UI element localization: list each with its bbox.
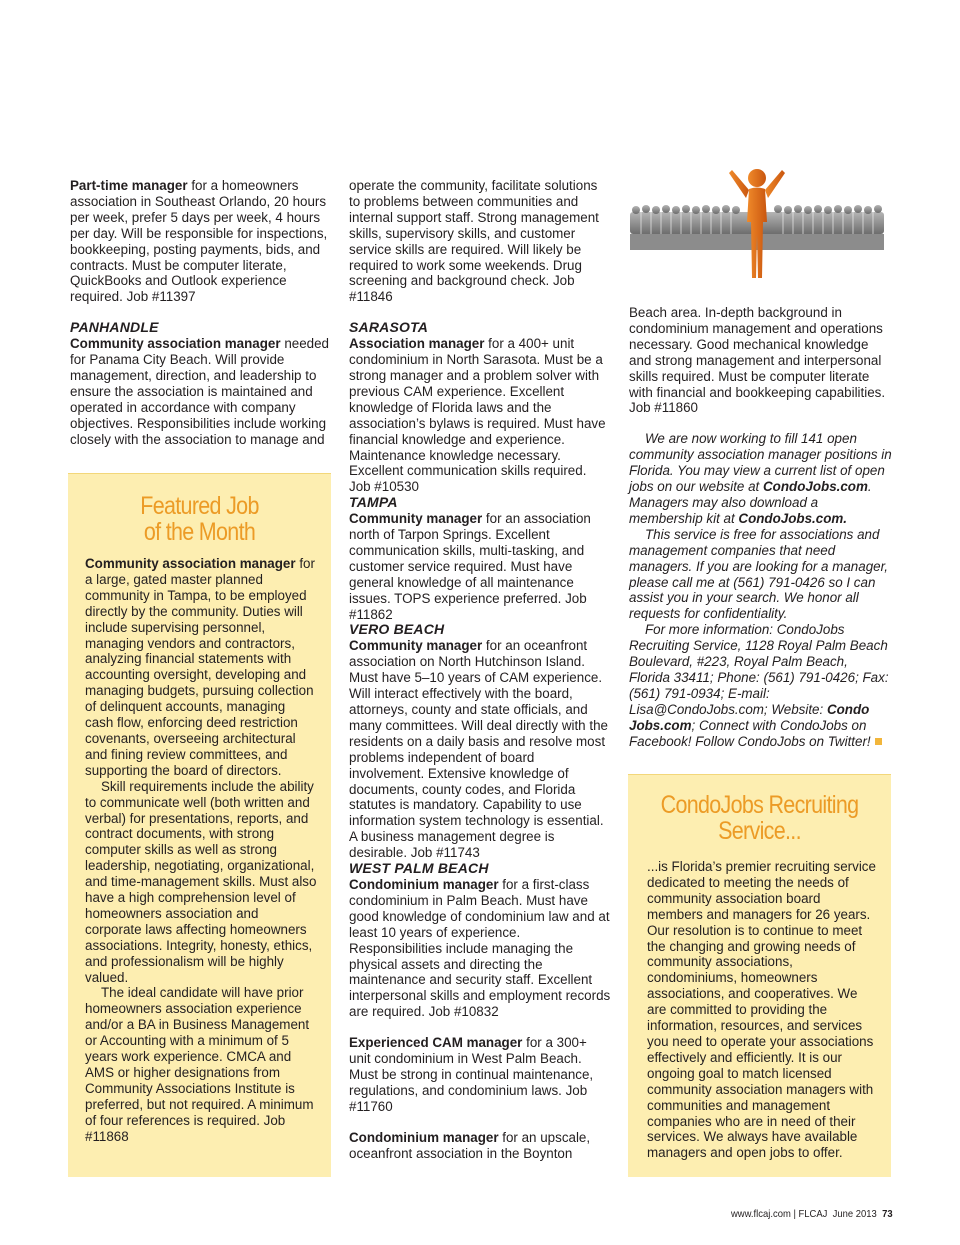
listing-title: Community manager bbox=[349, 511, 483, 527]
region-heading-tampa: TAMPA bbox=[349, 494, 398, 511]
listing-title: Community association manager bbox=[85, 556, 296, 571]
footer-magazine: FLCAJ bbox=[798, 1208, 828, 1220]
crowd-illustration bbox=[628, 160, 890, 288]
footer-separator: | bbox=[791, 1208, 799, 1220]
listing-panhandle bbox=[70, 336, 332, 447]
website-link[interactable]: Condo Jobs.com bbox=[629, 701, 870, 733]
listing-text: for an association north of Tarpon Springs. Excellent communication skills, multi-tasking, and customer service required. Must have general knowledge of all maintenance issues. TOPS experience preferred. Job #11862 bbox=[349, 511, 591, 622]
page-footer bbox=[731, 1208, 893, 1220]
listing-text: for an oceanfront association on North Hutchinson Island. Must have 5–10 years of CAM experience. Will interact effectively with the board, attorneys, county and state officials, and many committees. Will deal directly with the residents on a daily basis and resolve most problems independent of board involvement. Extensive knowledge of documents, county codes, and Florida statutes is mandatory. Capability to use information system technology is essential. A business management degree is desirable. Job #11743 bbox=[349, 638, 608, 861]
listing-text: for a 300+ unit condominium in West Palm Beach. Must be strong in continual maintenance, regulations, and condominium laws. Job #11760 bbox=[349, 1035, 594, 1114]
listing-boynton bbox=[349, 1130, 611, 1162]
featured-paragraph: The ideal candidate will have prior homeowners association experience and/or a BA in Business Management or Accounting with a minimum of 5 years work experience. CMCA and AMS or higher designations from Community Associations Institute is preferred, but not required. A minimum of four references is required. Job #11868 bbox=[85, 985, 314, 1144]
featured-job-box bbox=[68, 473, 331, 1177]
listing-continued: Beach area. In-depth background in condominium management and operations necessary. Good mechanical knowledge and strong management and interpersonal skills required. Must be computer literate with financial and bookkeeping capabilities. Job #11860 bbox=[629, 305, 886, 416]
listing-vero-beach bbox=[349, 638, 611, 861]
column-3 bbox=[629, 305, 892, 749]
listing-tampa bbox=[349, 511, 611, 622]
recruiting-box bbox=[628, 774, 891, 1177]
note-text: ; Connect with CondoJobs on Facebook! Follow CondoJobs on Twitter! bbox=[629, 717, 871, 749]
listing-title: Part-time manager bbox=[70, 178, 188, 193]
title-line: of the Month bbox=[143, 518, 256, 546]
title-line: CondoJobs Recruiting bbox=[660, 791, 859, 819]
listing-text: for a large, gated master planned community in Tampa, to be employed directly by the community. Duties will include supervising personnel, managing vendors and contractors, analyzing financial statements with accounting oversight, developing and managing budgets, pursuing collection of delinquent accounts, managing cash flow, enforcing deed restriction covenants, overseeing architectural and fining review committees, and supporting the board of directors. bbox=[85, 556, 315, 778]
featured-job-body bbox=[85, 556, 317, 1145]
featured-paragraph: Skill requirements include the ability to communicate well (both written and verbal) for presentations, reports, and contract documents, with strong computer skills as well as strong leadership, negotiating, organizational, and time-management skills. Must also have a high comprehension level of homeowners association and corporate laws affecting homeowners associations. Integrity, honesty, ethics, and professionalism will be highly valued. bbox=[85, 778, 317, 985]
end-mark-icon bbox=[875, 738, 882, 745]
listing-text: for a first-class condominium in Palm Beach. Must have good knowledge of condominium law and at least 10 years of experience. Responsibilities include managing the physical assets and directing the maintenance and security staff. Excellent interpersonal skills and employment records are required. Job #10832 bbox=[349, 876, 611, 1020]
page-number: 73 bbox=[882, 1208, 893, 1220]
title-line: Featured Job bbox=[140, 492, 259, 520]
listing-west-palm-beach bbox=[349, 1035, 611, 1115]
column-1 bbox=[70, 178, 332, 448]
note-text: We are now working to fill 141 open community association manager positions in Florida. You may view a current list of open jobs on our website at bbox=[629, 431, 892, 495]
footer-site: www.flcaj.com bbox=[731, 1208, 792, 1220]
note-paragraph bbox=[629, 431, 892, 526]
listing-text: for an upscale, oceanfront association in the Boynton bbox=[349, 1129, 591, 1161]
listing-title: Community association manager bbox=[70, 336, 281, 352]
note-paragraph: This service is free for associations and management companies that need managers. If you are looking for a manager, please call me at (561) 791-0426 so I can assist you in your search. We honor all requests for confidentiality. bbox=[629, 526, 889, 622]
note-text: For more information: CondoJobs Recruiting Service, 1128 Royal Palm Beach Boulevard, #223, Royal Palm Beach, Florida 33411; Phone: (561) 791-0426; Fax: (561) 791-0934; E-mail: Lisa@CondoJobs.com; Website: bbox=[629, 622, 889, 717]
website-link[interactable]: CondoJobs.com. bbox=[738, 510, 848, 526]
listing-text: needed for Panama City Beach. Will provide management, direction, and leadership to ensure the association is maintained and operated in accordance with company objectives. Responsibilities include working closely with the association to manage and bbox=[70, 336, 329, 447]
website-link[interactable]: CondoJobs.com bbox=[763, 479, 868, 495]
listing-orlando bbox=[70, 178, 332, 305]
listing-continued: operate the community, facilitate solutions to problems between communities and internal support staff. Strong management skills, supervisory skills, and customer service skills are required. Will likely be required to work some weekends. Drug screening and background check. Job #11846 bbox=[349, 178, 599, 305]
closing-note bbox=[629, 431, 892, 749]
listing-sarasota bbox=[349, 336, 611, 495]
recruiting-title bbox=[646, 792, 872, 844]
recruiting-body bbox=[647, 859, 877, 1161]
listing-title: Condominium manager bbox=[349, 1129, 499, 1145]
region-heading-west-palm-beach: WEST PALM BEACH bbox=[349, 860, 489, 877]
region-heading-panhandle: PANHANDLE bbox=[70, 319, 159, 336]
listing-title: Community manager bbox=[349, 638, 483, 654]
region-heading-sarasota: SARASOTA bbox=[349, 319, 429, 336]
listing-text: for a homeowners association in Southeast Orlando, 20 hours per week, prefer 5 days per week, 4 hours per day. Will be responsible for inspections, bookkeeping, posting payments, bids, and contracts. Must be computer literate, QuickBooks and Outlook experience required. Job #11397 bbox=[70, 178, 328, 305]
standing-out-from-crowd-icon bbox=[628, 160, 890, 288]
listing-palm-beach bbox=[349, 877, 611, 1020]
listing-text: for a 400+ unit condominium in North Sarasota. Must be a strong manager and a problem solver with previous CAM experience. Excellent knowledge of Florida laws and the association’s bylaws is required. Must have financial knowledge and experience. Maintenance knowledge necessary. Excellent communication skills required. Job #10530 bbox=[349, 336, 606, 495]
listing-title: Experienced CAM manager bbox=[349, 1035, 523, 1051]
listing-title: Association manager bbox=[349, 336, 485, 352]
note-paragraph bbox=[629, 622, 892, 749]
note-text: . Managers may also download a membership kit at bbox=[629, 479, 872, 526]
recruiting-paragraph: ...is Florida’s premier recruiting service dedicated to meeting the needs of community association board members and managers for 26 years. Our resolution is to continue to meet the changing and growing needs of community associations, condominiums, homeowners associations, and cooperatives. We are committed to providing the information, resources, and services you need to operate your associations effectively and efficiently. It is our ongoing goal to match licensed community association managers with communities and management companies who are in need of their services. We always have available managers and open jobs to offer. bbox=[647, 859, 876, 1161]
listing-title: Condominium manager bbox=[349, 876, 499, 892]
featured-paragraph bbox=[85, 556, 317, 779]
title-line: Service... bbox=[718, 817, 801, 845]
region-heading-vero-beach: VERO BEACH bbox=[349, 621, 445, 638]
footer-issue: June 2013 bbox=[833, 1208, 878, 1220]
featured-job-title bbox=[86, 493, 312, 545]
column-2 bbox=[349, 178, 611, 1161]
